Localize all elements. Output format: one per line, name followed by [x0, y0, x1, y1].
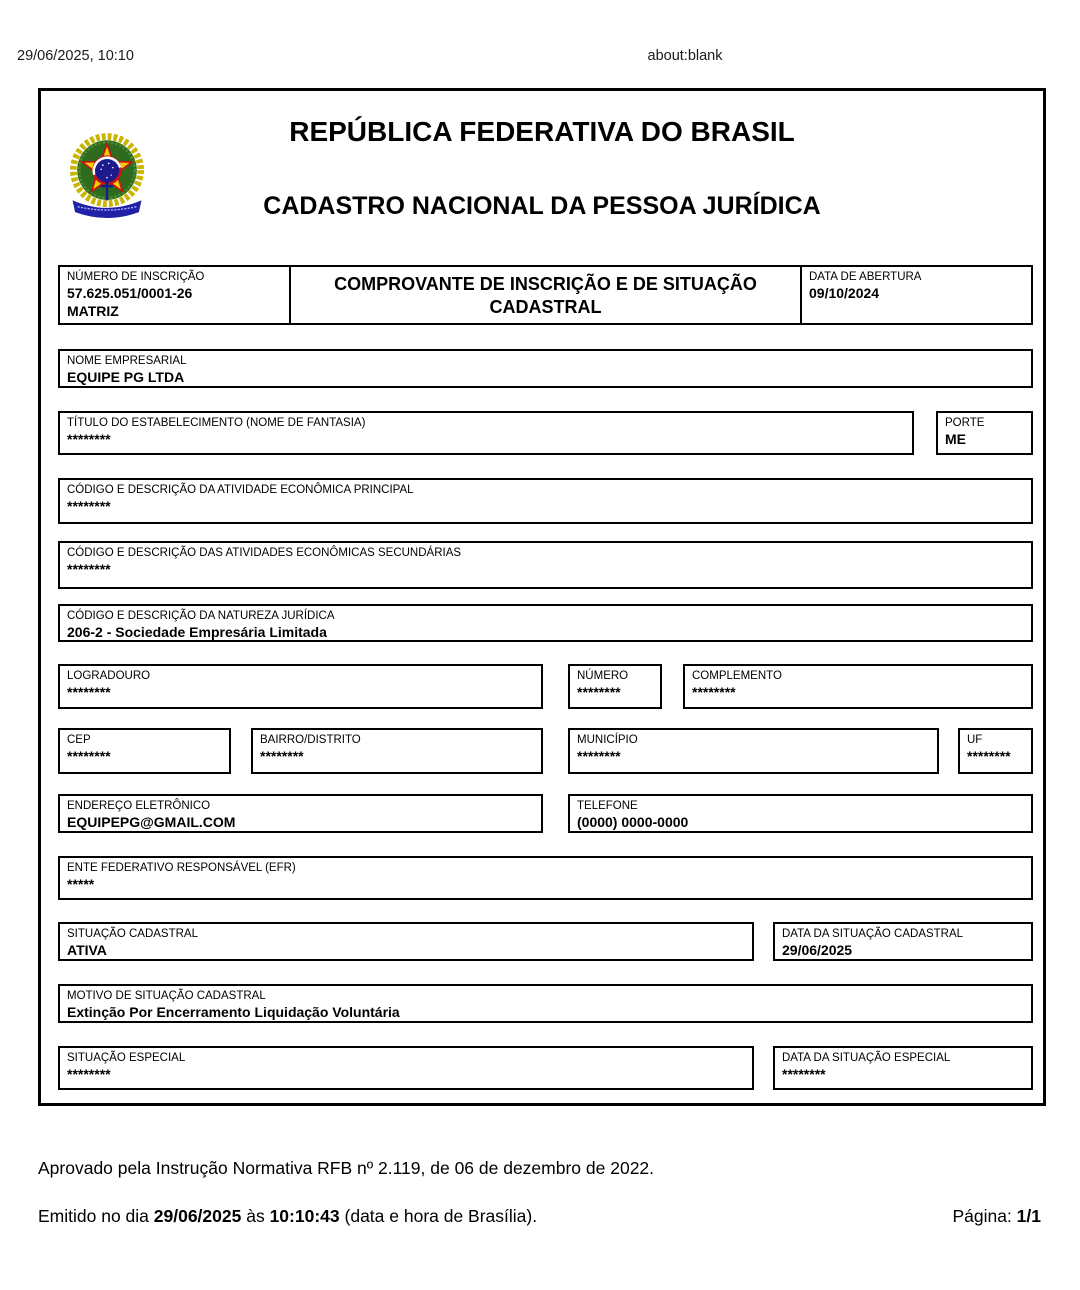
- field-numero-inscricao: [58, 265, 291, 325]
- field-label: DATA DA SITUAÇÃO CADASTRAL: [782, 928, 964, 940]
- field-titulo-estabelecimento: [58, 411, 914, 455]
- field-value: ********: [577, 748, 621, 764]
- field-label: ENDEREÇO ELETRÔNICO: [67, 800, 211, 812]
- field-atividade-principal: [58, 478, 1033, 524]
- page-label: Página:: [952, 1206, 1017, 1226]
- field-value: 29/06/2025: [782, 942, 853, 958]
- field-data-abertura: [800, 265, 1033, 325]
- field-value: *****: [67, 876, 95, 892]
- field-cep: [58, 728, 231, 774]
- field-numero: [568, 664, 662, 709]
- field-logradouro: [58, 664, 543, 709]
- field-label: TÍTULO DO ESTABELECIMENTO (NOME DE FANTASIA): [67, 417, 366, 429]
- field-value: ********: [260, 748, 304, 764]
- field-label: TELEFONE: [577, 800, 638, 812]
- field-label: DATA DE ABERTURA: [809, 271, 922, 283]
- field-value: ********: [692, 684, 736, 700]
- field-label: DATA DA SITUAÇÃO ESPECIAL: [782, 1052, 951, 1064]
- page-value: 1/1: [1016, 1206, 1041, 1226]
- print-datetime: 29/06/2025, 10:10: [17, 48, 134, 64]
- field-value: (0000) 0000-0000: [577, 814, 689, 830]
- field-porte: [936, 411, 1033, 455]
- field-label: NOME EMPRESARIAL: [67, 355, 187, 367]
- field-label: MOTIVO DE SITUAÇÃO CADASTRAL: [67, 990, 266, 1002]
- approval-note: Aprovado pela Instrução Normativa RFB nº 2.119, de 06 de dezembro de 2022.: [38, 1158, 655, 1178]
- emission-date: 29/06/2025: [153, 1206, 242, 1226]
- field-efr: [58, 856, 1033, 900]
- field-value: ME: [945, 431, 966, 447]
- field-value: EQUIPEPG@GMAIL.COM: [67, 814, 236, 830]
- page-indicator: [952, 1206, 1041, 1227]
- field-value: ********: [67, 431, 111, 447]
- field-value: EQUIPE PG LTDA: [67, 369, 185, 385]
- field-label: NÚMERO DE INSCRIÇÃO: [67, 271, 205, 283]
- field-label: ENTE FEDERATIVO RESPONSÁVEL (EFR): [67, 862, 296, 874]
- field-municipio: [568, 728, 939, 774]
- field-telefone: [568, 794, 1033, 833]
- document-title: REPÚBLICA FEDERATIVA DO BRASIL: [289, 116, 795, 147]
- emission-time: 10:10:43: [269, 1206, 340, 1226]
- emission-note: [38, 1206, 537, 1227]
- field-value: ********: [67, 684, 111, 700]
- field-value: Extinção Por Encerramento Liquidação Voluntária: [67, 1004, 400, 1020]
- field-label: CÓDIGO E DESCRIÇÃO DAS ATIVIDADES ECONÔMICAS SECUNDÁRIAS: [67, 547, 462, 559]
- field-label: COMPLEMENTO: [692, 670, 782, 682]
- field-uf: [958, 728, 1033, 774]
- field-situacao-especial: [58, 1046, 754, 1090]
- emission-connector: às: [241, 1206, 270, 1226]
- field-label: SITUAÇÃO ESPECIAL: [67, 1052, 186, 1064]
- field-motivo-situacao-cadastral: [58, 984, 1033, 1023]
- field-value: 57.625.051/0001-26: [67, 285, 193, 301]
- emission-suffix: (data e hora de Brasília).: [339, 1206, 538, 1226]
- field-value: ********: [67, 561, 111, 577]
- field-label: MUNICÍPIO: [577, 734, 638, 746]
- cnpj-certificate-document: [38, 88, 1046, 1106]
- field-situacao-cadastral: [58, 922, 754, 961]
- field-complemento: [683, 664, 1033, 709]
- field-value: ********: [782, 1066, 826, 1082]
- field-nome-empresarial: [58, 349, 1033, 388]
- field-label: NÚMERO: [577, 670, 629, 682]
- field-label: UF: [967, 734, 983, 746]
- field-value: ********: [67, 748, 111, 764]
- field-data-situacao-especial: [773, 1046, 1033, 1090]
- field-value: ATIVA: [67, 942, 107, 958]
- certificate-heading: COMPROVANTE DE INSCRIÇÃO E DE SITUAÇÃO CADASTRAL: [334, 273, 757, 317]
- emission-prefix: Emitido no dia: [38, 1206, 154, 1226]
- field-value: ********: [577, 684, 621, 700]
- field-value: 206-2 - Sociedade Empresária Limitada: [67, 624, 327, 640]
- field-value: 09/10/2024: [809, 285, 880, 301]
- field-value: ********: [67, 498, 111, 514]
- document-subtitle: CADASTRO NACIONAL DA PESSOA JURÍDICA: [263, 192, 821, 220]
- field-endereco-eletronico: [58, 794, 543, 833]
- field-natureza-juridica: [58, 604, 1033, 642]
- field-label: CEP: [67, 734, 91, 746]
- field-data-situacao-cadastral: [773, 922, 1033, 961]
- certificate-heading-box: [289, 265, 802, 325]
- field-bairro-distrito: [251, 728, 543, 774]
- field-label: SITUAÇÃO CADASTRAL: [67, 928, 198, 940]
- field-label: LOGRADOURO: [67, 670, 151, 682]
- field-label: CÓDIGO E DESCRIÇÃO DA ATIVIDADE ECONÔMICA PRINCIPAL: [67, 484, 414, 496]
- print-page-title: about:blank: [647, 48, 723, 64]
- field-label: BAIRRO/DISTRITO: [260, 734, 361, 746]
- field-value: ********: [967, 748, 1011, 764]
- field-value-matriz: MATRIZ: [67, 303, 119, 319]
- field-atividades-secundarias: [58, 541, 1033, 589]
- field-label: CÓDIGO E DESCRIÇÃO DA NATUREZA JURÍDICA: [67, 610, 335, 622]
- field-value: ********: [67, 1066, 111, 1082]
- field-label: PORTE: [945, 417, 985, 429]
